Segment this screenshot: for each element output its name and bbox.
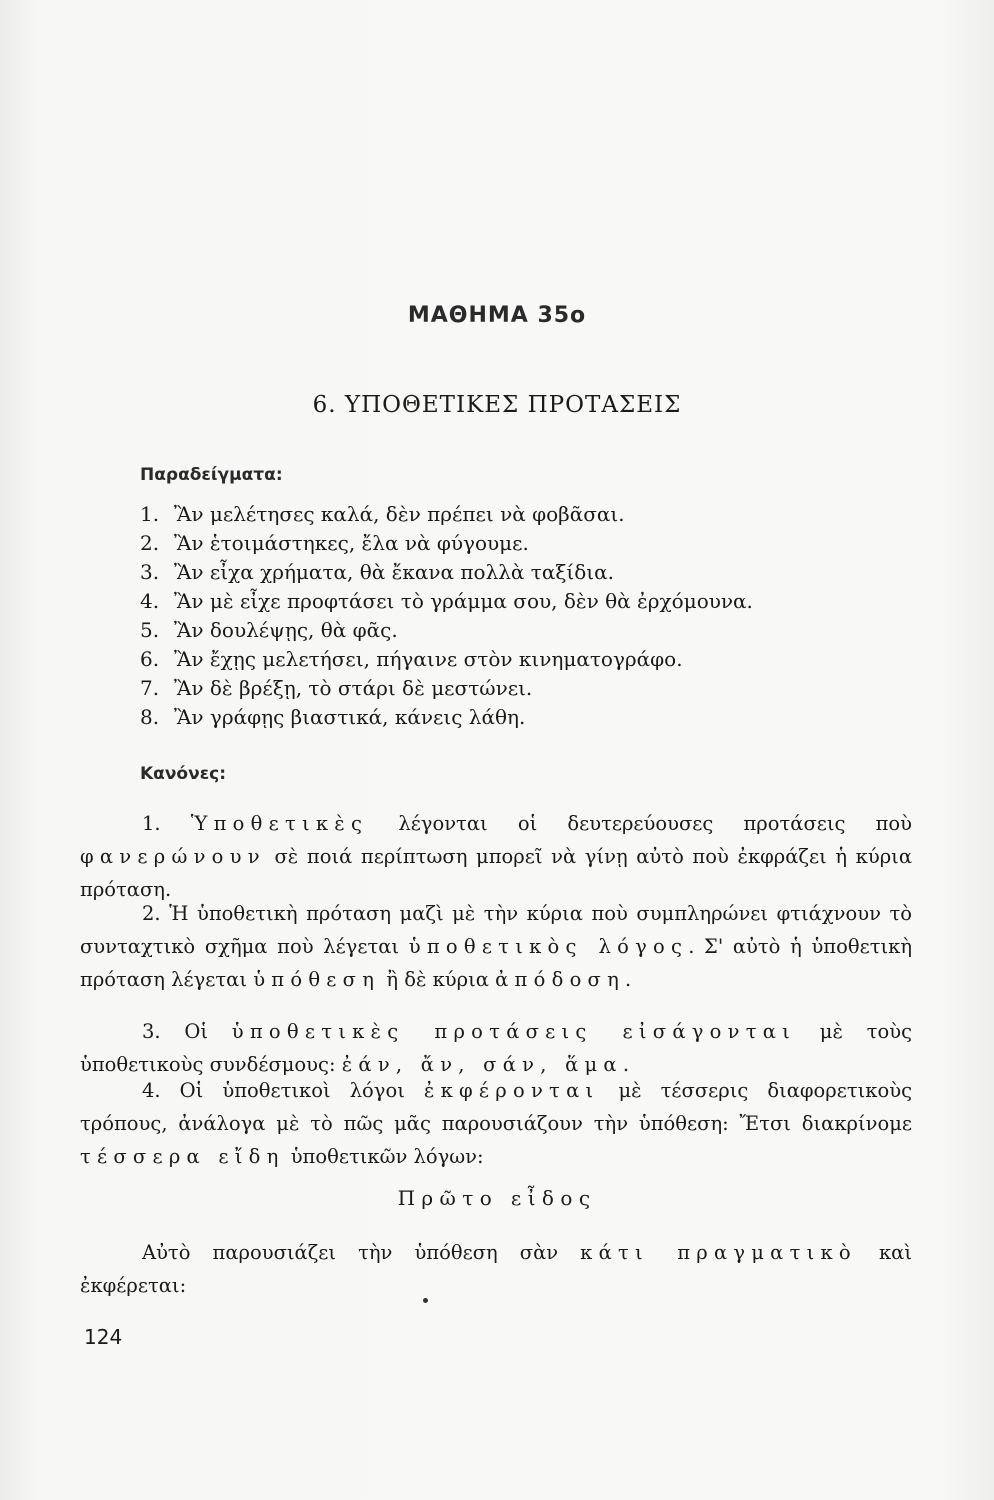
rule-number: 2. [142, 902, 161, 925]
rule-text: ὑποθετικῶν λόγων: [284, 1145, 484, 1168]
rule-text: σὲ ποιά περίπτωση μπορεῖ νὰ γίνῃ αὐτὸ ποὺ ἐκφράζει ἡ κύρια πρόταση. [80, 845, 912, 901]
emphasized-term: κάτι πραγματικὸ [580, 1241, 857, 1264]
rule-2 [80, 897, 912, 996]
example-item [140, 587, 900, 616]
example-number: 4. [140, 589, 160, 613]
rules-heading: Κανόνες: [140, 764, 227, 784]
final-paragraph [80, 1236, 912, 1302]
paragraph-text: Αὐτὸ παρουσιάζει τὴν ὑπόθεση σὰν [142, 1241, 581, 1264]
examples-heading: Παραδείγματα: [140, 465, 283, 485]
rule-text: Οἱ [160, 1020, 232, 1043]
page-number: 124 [84, 1325, 123, 1349]
rule-text: . Σ' αὐτὸ ἡ ὑποθετικὴ πρόταση λέγεται [80, 935, 912, 991]
emphasized-term: Ὑποθετικὲς [190, 812, 369, 835]
emphasized-term: ἀπόδοση [495, 968, 626, 991]
emphasized-term: φανερώνουν [80, 845, 266, 868]
example-item [140, 558, 900, 587]
emphasized-term: ἐάν, ἄν, σάν, ἅμα [341, 1053, 623, 1076]
example-number: 7. [140, 676, 160, 700]
rule-text: λέγονται οἱ δευτερεύουσες προτάσεις ποὺ [368, 812, 912, 835]
ink-dot [423, 1298, 428, 1303]
example-text: Ἂν δουλέψῃς, θὰ φᾶς. [174, 618, 398, 642]
example-item [140, 645, 900, 674]
examples-list [140, 500, 900, 732]
example-number: 1. [140, 502, 160, 526]
rule-text: Ἡ ὑποθετικὴ πρόταση μαζὶ μὲ τὴν κύρια ποὺ συμπληρώνει φτιάχνουν τὸ συνταχτικὸ σχῆμα ποὺ λέγεται [80, 902, 912, 958]
example-number: 6. [140, 647, 160, 671]
example-item [140, 529, 900, 558]
example-text: Ἂν γράφῃς βιαστικά, κάνεις λάθη. [174, 705, 526, 729]
rule-text: . [622, 1053, 630, 1076]
rule-text: Οἱ ὑποθετικοὶ λόγοι [160, 1079, 424, 1102]
rule-number: 3. [142, 1020, 161, 1043]
example-number: 5. [140, 618, 160, 642]
subsection-title: Πρῶτο εἶδος [397, 1186, 597, 1210]
paragraph-text: καὶ ἐκφέρεται: [80, 1241, 912, 1297]
example-item [140, 674, 900, 703]
lesson-title: ΜΑΘΗΜΑ 35ο [407, 303, 587, 328]
rule-3 [80, 1015, 912, 1081]
example-text: Ἂν μὲ εἶχε προφτάσει τὸ γράμμα σου, δὲν θὰ ἐρχόμουνα. [174, 589, 753, 613]
example-text: Ἂν δὲ βρέξῃ, τὸ στάρι δὲ μεστώνει. [174, 676, 533, 700]
emphasized-term: ὑποθετικὸς λόγος [408, 935, 689, 958]
example-number: 3. [140, 560, 160, 584]
example-text: Ἂν μελέτησες καλά, δὲν πρέπει νὰ φοβᾶσαι. [174, 502, 625, 526]
emphasized-term: ἐκφέρονται [423, 1079, 600, 1102]
rule-text: μὲ τοὺς ὑποθετικοὺς συνδέσμους: [80, 1020, 912, 1076]
example-number: 8. [140, 705, 160, 729]
emphasized-term: ὑποθετικὲς προτάσεις εἰσάγονται [231, 1020, 797, 1043]
rule-text: . [625, 968, 632, 991]
rule-4 [80, 1074, 912, 1173]
example-item [140, 703, 900, 732]
rule-text: ἢ δὲ κύρια [380, 968, 496, 991]
rule-1 [80, 807, 912, 906]
example-text: Ἂν εἶχα χρήματα, θὰ ἔκανα πολλὰ ταξίδια. [174, 560, 614, 584]
chapter-title: 6. ΥΠΟΘΕΤΙΚΕΣ ΠΡΟΤΑΣΕΙΣ [312, 392, 682, 418]
rule-number: 4. [142, 1079, 161, 1102]
rule-text: μὲ τέσσερις διαφορετικοὺς τρόπους, ἀνάλογα μὲ τὸ πῶς μᾶς παρουσιάζουν τὴν ὑπόθεση: Ἔτσι διακρίνομε [80, 1079, 913, 1135]
rule-number: 1. [142, 812, 161, 835]
example-text: Ἂν ἑτοιμάστηκες, ἔλα νὰ φύγουμε. [174, 531, 529, 555]
example-number: 2. [140, 531, 160, 555]
example-text: Ἂν ἔχῃς μελετήσει, πήγαινε στὸν κινηματογράφο. [174, 647, 683, 671]
emphasized-term: ὑπόθεση [253, 968, 381, 991]
example-item [140, 500, 900, 529]
example-item [140, 616, 900, 645]
emphasized-term: τέσσερα εἴδη [80, 1145, 285, 1168]
